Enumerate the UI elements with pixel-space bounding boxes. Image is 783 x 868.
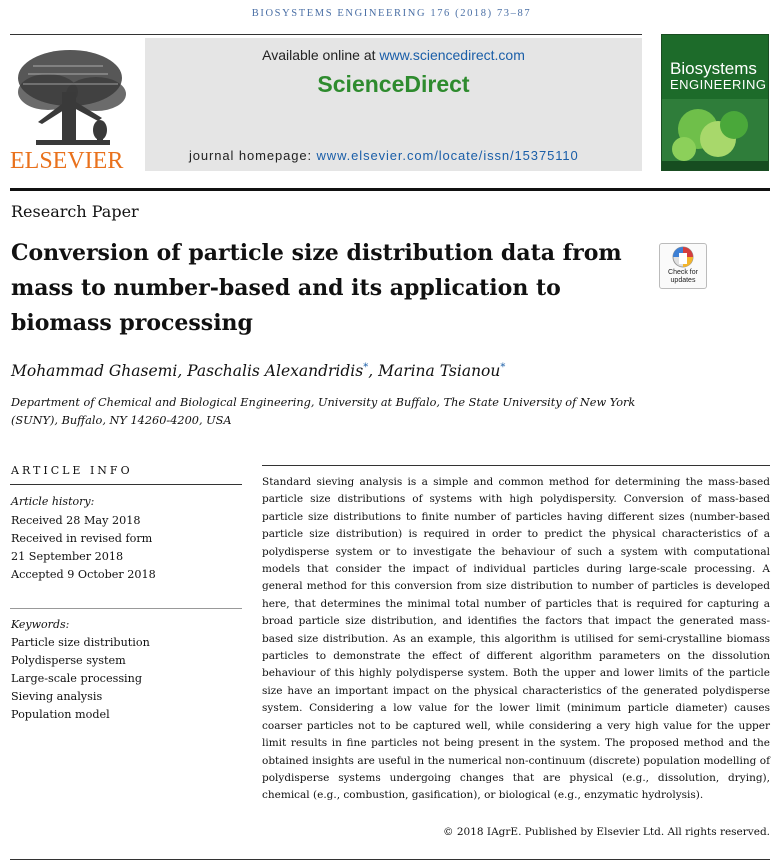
author-name[interactable]: Marina Tsianou <box>378 362 501 381</box>
sciencedirect-brand[interactable]: ScienceDirect <box>317 71 470 97</box>
header-thick-divider <box>10 188 770 191</box>
cover-title-line1: Biosystems <box>670 59 757 78</box>
keywords-label: Keywords: <box>11 618 70 631</box>
crossmark-label: Check for updates <box>668 269 698 284</box>
journal-homepage-line <box>189 148 629 163</box>
keywords-list <box>11 634 241 724</box>
keyword-item[interactable]: Particle size distribution <box>11 636 150 649</box>
header-divider <box>10 34 642 35</box>
author-name[interactable]: Mohammad Ghasemi <box>11 362 178 381</box>
keyword-item[interactable]: Large-scale processing <box>11 672 142 685</box>
sciencedirect-link[interactable]: www.sciencedirect.com <box>379 47 525 63</box>
abstract-text: Standard sieving analysis is a simple and common method for determining the mass-based particle size distributions of systems with high polydispersity. Conversion of mass-based particle size distributions to finite number of particles having different sizes (number-based particle size distribution) is required in order to predict the physical characteristics of a polydisperse system or to investigate the behaviour of such a system with computational models that consider the impact of individual particles during large-scale processing. A general method for this conversion from size distribution to number of particles is developed here, that determines the minimal total number of particles that is required for capturing a broad particle size distribution, and identifies the factors that impact the generated mass-based size distribution. As an example, this algorithm is utilised for semi-crystalline biomass particles to demonstrate the effect of different algorithm parameters on the dissolution behaviour of this highly polydisperse system. Both the upper and lower limits of the particle size have an important impact on the physical characteristics of the generated polydisperse system. Considering a low value for the lower limit (minimum particle diameter) causes coarser particles not to be captured well, while considering a very high value for the upper limit results in fine particles not being present in the system. The proposed method and the obtained insights are useful in the numerical non-continuum (discrete) population modelling of polydisperse systems undergoing changes that are physical (e.g., dissolution, drying), chemical (e.g., combustion, gasification), or biological (e.g., enzymatic hydrolysis). <box>262 476 770 802</box>
available-online-label: Available online at <box>262 47 380 63</box>
keyword-item[interactable]: Polydisperse system <box>11 654 126 667</box>
cover-title <box>670 61 768 93</box>
crossmark-button[interactable] <box>659 243 707 289</box>
keyword-item[interactable]: Sieving analysis <box>11 690 103 703</box>
paper-title: Conversion of particle size distribution data from mass to number-based and its application to biomass processing <box>11 240 622 336</box>
author-affiliation: Department of Chemical and Biological Engineering, University at Buffalo, The State University of New York (SUNY), Buffalo, NY 14260-4200, USA <box>11 396 636 427</box>
cover-title-line2: ENGINEERING <box>670 77 767 92</box>
history-item: Accepted 9 October 2018 <box>11 568 156 581</box>
sciencedirect-banner <box>145 38 642 171</box>
corresponding-author-mark[interactable]: * <box>500 362 506 373</box>
paper-type: Research Paper <box>11 202 139 221</box>
article-info-divider <box>10 484 242 485</box>
keywords-divider <box>10 608 242 609</box>
journal-homepage-label: journal homepage: <box>189 148 317 163</box>
author-list: Mohammad Ghasemi, Paschalis Alexandridis*, Marina Tsianou* <box>11 362 506 381</box>
keyword-item[interactable]: Population model <box>11 708 110 721</box>
history-item: 21 September 2018 <box>11 550 124 563</box>
copyright-notice: © 2018 IAgrE. Published by Elsevier Ltd. All rights reserved. <box>443 826 770 838</box>
history-item: Received in revised form <box>11 532 153 545</box>
article-history-label: Article history: <box>11 495 95 508</box>
history-item: Received 28 May 2018 <box>11 514 141 527</box>
footer-divider <box>10 859 770 860</box>
article-info-heading: ARTICLE INFO <box>11 464 133 477</box>
crossmark-icon <box>660 244 706 270</box>
available-online-line <box>145 47 642 63</box>
abstract-divider <box>262 465 770 466</box>
cover-artwork <box>662 99 769 171</box>
journal-cover[interactable] <box>661 34 769 171</box>
elsevier-wordmark[interactable]: ELSEVIER <box>10 148 124 174</box>
journal-homepage-link[interactable]: www.elsevier.com/locate/issn/15375110 <box>316 148 579 163</box>
journal-reference: BIOSYSTEMS ENGINEERING 176 (2018) 73–87 <box>251 8 532 19</box>
author-name[interactable]: Paschalis Alexandridis <box>187 362 364 381</box>
article-history-list <box>11 512 241 584</box>
corresponding-author-mark[interactable]: * <box>363 362 369 373</box>
